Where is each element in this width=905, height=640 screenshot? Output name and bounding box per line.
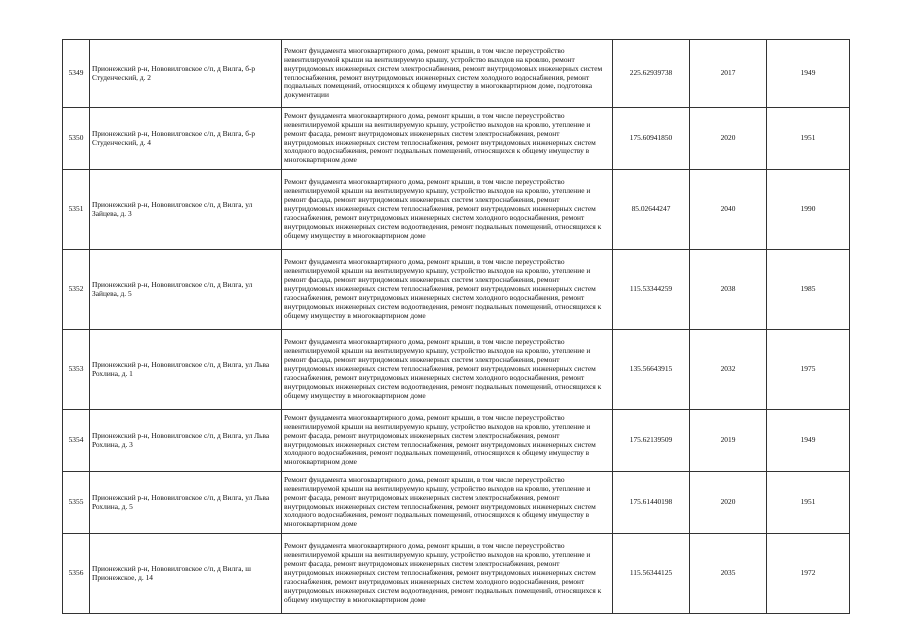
works-cell: Ремонт фундамента многоквартирного дома, ремонт крыши, в том числе переустройство невентилируемой крыши на вентилируемую крышу, устройство выходов на кровлю, утепление и ремонт фасада, ремонт внутридомовых инженерных систем электроснабжения, ремонт внутридомовых инженерных систем теплоснабжения, ремонт внутридомовых инженерных систем холодного водоснабжения, ремонт подвальных помещений, относящихся к общему имуществу в многоквартирном доме (282, 108, 613, 170)
table-row (63, 40, 850, 108)
works-cell: Ремонт фундамента многоквартирного дома, ремонт крыши, в том числе переустройство невентилируемой крыши на вентилируемую крышу, устройство выходов на кровлю, утепление и ремонт фасада, ремонт внутридомовых инженерных систем электроснабжения, ремонт внутридомовых инженерных систем теплоснабжения, ремонт внутридомовых инженерных систем холодного водоснабжения, ремонт подвальных помещений, относящихся к общему имуществу в многоквартирном доме (282, 472, 613, 534)
value-cell: 115.53344259 (613, 250, 690, 330)
planned-year-cell: 2020 (690, 108, 767, 170)
planned-year-cell: 2017 (690, 40, 767, 108)
table-row (63, 330, 850, 410)
row-number: 5352 (63, 250, 90, 330)
row-number: 5353 (63, 330, 90, 410)
built-year-cell: 1975 (767, 330, 850, 410)
value-cell: 135.56643915 (613, 330, 690, 410)
planned-year-cell: 2035 (690, 534, 767, 614)
built-year-cell: 1972 (767, 534, 850, 614)
value-cell: 225.62939738 (613, 40, 690, 108)
table-row (63, 108, 850, 170)
works-cell: Ремонт фундамента многоквартирного дома, ремонт крыши, в том числе переустройство невентилируемой крыши на вентилируемую крышу, устройство выходов на кровлю, утепление и ремонт фасада, ремонт внутридомовых инженерных систем электроснабжения, ремонт внутридомовых инженерных систем теплоснабжения, ремонт внутридомовых инженерных систем газоснабжения, ремонт внутридомовых инженерных систем холодного водоснабжения, ремонт внутридомовых инженерных систем водоотведения, ремонт подвальных помещений, относящихся к общему имуществу в многоквартирном доме (282, 250, 613, 330)
address-cell: Прионежский р-н, Нововилговское с/п, д Вилга, б-р Студенческий, д. 2 (90, 40, 282, 108)
value-cell: 115.56344125 (613, 534, 690, 614)
works-cell: Ремонт фундамента многоквартирного дома, ремонт крыши, в том числе переустройство невентилируемой крыши на вентилируемую крышу, устройство выходов на кровлю, утепление и ремонт фасада, ремонт внутридомовых инженерных систем электроснабжения, ремонт внутридомовых инженерных систем теплоснабжения, ремонт внутридомовых инженерных систем газоснабжения, ремонт внутридомовых инженерных систем холодного водоснабжения, ремонт внутридомовых инженерных систем водоотведения, ремонт подвальных помещений, относящихся к общему имуществу в многоквартирном доме (282, 534, 613, 614)
works-cell: Ремонт фундамента многоквартирного дома, ремонт крыши, в том числе переустройство невентилируемой крыши на вентилируемую крышу, устройство выходов на кровлю, утепление и ремонт фасада, ремонт внутридомовых инженерных систем электроснабжения, ремонт внутридомовых инженерных систем теплоснабжения, ремонт внутридомовых инженерных систем газоснабжения, ремонт внутридомовых инженерных систем холодного водоснабжения, ремонт внутридомовых инженерных систем водоотведения, ремонт подвальных помещений, относящихся к общему имуществу в многоквартирном доме (282, 330, 613, 410)
table-row (63, 472, 850, 534)
value-cell: 85.02644247 (613, 170, 690, 250)
built-year-cell: 1949 (767, 40, 850, 108)
planned-year-cell: 2040 (690, 170, 767, 250)
works-cell: Ремонт фундамента многоквартирного дома, ремонт крыши, в том числе переустройство невентилируемой крыши на вентилируемую крышу, устройство выходов на кровлю, ремонт внутридомовых инженерных систем электроснабжения, ремонт внутридомовых инженерных систем теплоснабжения, ремонт внутридомовых инженерных систем холодного водоснабжения, ремонт подвальных помещений, относящихся к общему имуществу в многоквартирном доме, подготовка документации (282, 40, 613, 108)
built-year-cell: 1990 (767, 170, 850, 250)
table-row (63, 410, 850, 472)
row-number: 5350 (63, 108, 90, 170)
table-row (63, 250, 850, 330)
housing-repair-table (62, 39, 850, 614)
table-row (63, 170, 850, 250)
row-number: 5355 (63, 472, 90, 534)
built-year-cell: 1985 (767, 250, 850, 330)
built-year-cell: 1949 (767, 410, 850, 472)
value-cell: 175.62139509 (613, 410, 690, 472)
document-page (62, 39, 850, 614)
built-year-cell: 1951 (767, 472, 850, 534)
row-number: 5351 (63, 170, 90, 250)
address-cell: Прионежский р-н, Нововилговское с/п, д Вилга, б-р Студенческий, д. 4 (90, 108, 282, 170)
address-cell: Прионежский р-н, Нововилговское с/п, д Вилга, ул Льва Рохлина, д. 1 (90, 330, 282, 410)
address-cell: Прионежский р-н, Нововилговское с/п, д Вилга, ул Льва Рохлина, д. 5 (90, 472, 282, 534)
address-cell: Прионежский р-н, Нововилговское с/п, д Вилга, ул Зайцева, д. 5 (90, 250, 282, 330)
value-cell: 175.60941850 (613, 108, 690, 170)
table-row (63, 534, 850, 614)
planned-year-cell: 2032 (690, 330, 767, 410)
planned-year-cell: 2019 (690, 410, 767, 472)
row-number: 5354 (63, 410, 90, 472)
value-cell: 175.61440198 (613, 472, 690, 534)
planned-year-cell: 2038 (690, 250, 767, 330)
planned-year-cell: 2020 (690, 472, 767, 534)
address-cell: Прионежский р-н, Нововилговское с/п, д Вилга, ш Прионежское, д. 14 (90, 534, 282, 614)
address-cell: Прионежский р-н, Нововилговское с/п, д Вилга, ул Льва Рохлина, д. 3 (90, 410, 282, 472)
built-year-cell: 1951 (767, 108, 850, 170)
row-number: 5349 (63, 40, 90, 108)
address-cell: Прионежский р-н, Нововилговское с/п, д Вилга, ул Зайцева, д. 3 (90, 170, 282, 250)
works-cell: Ремонт фундамента многоквартирного дома, ремонт крыши, в том числе переустройство невентилируемой крыши на вентилируемую крышу, устройство выходов на кровлю, утепление и ремонт фасада, ремонт внутридомовых инженерных систем электроснабжения, ремонт внутридомовых инженерных систем теплоснабжения, ремонт внутридомовых инженерных систем газоснабжения, ремонт внутридомовых инженерных систем холодного водоснабжения, ремонт внутридомовых инженерных систем водоотведения, ремонт подвальных помещений, относящихся к общему имуществу в многоквартирном доме (282, 170, 613, 250)
works-cell: Ремонт фундамента многоквартирного дома, ремонт крыши, в том числе переустройство невентилируемой крыши на вентилируемую крышу, устройство выходов на кровлю, утепление и ремонт фасада, ремонт внутридомовых инженерных систем электроснабжения, ремонт внутридомовых инженерных систем теплоснабжения, ремонт внутридомовых инженерных систем холодного водоснабжения, ремонт подвальных помещений, относящихся к общему имуществу в многоквартирном доме (282, 410, 613, 472)
row-number: 5356 (63, 534, 90, 614)
